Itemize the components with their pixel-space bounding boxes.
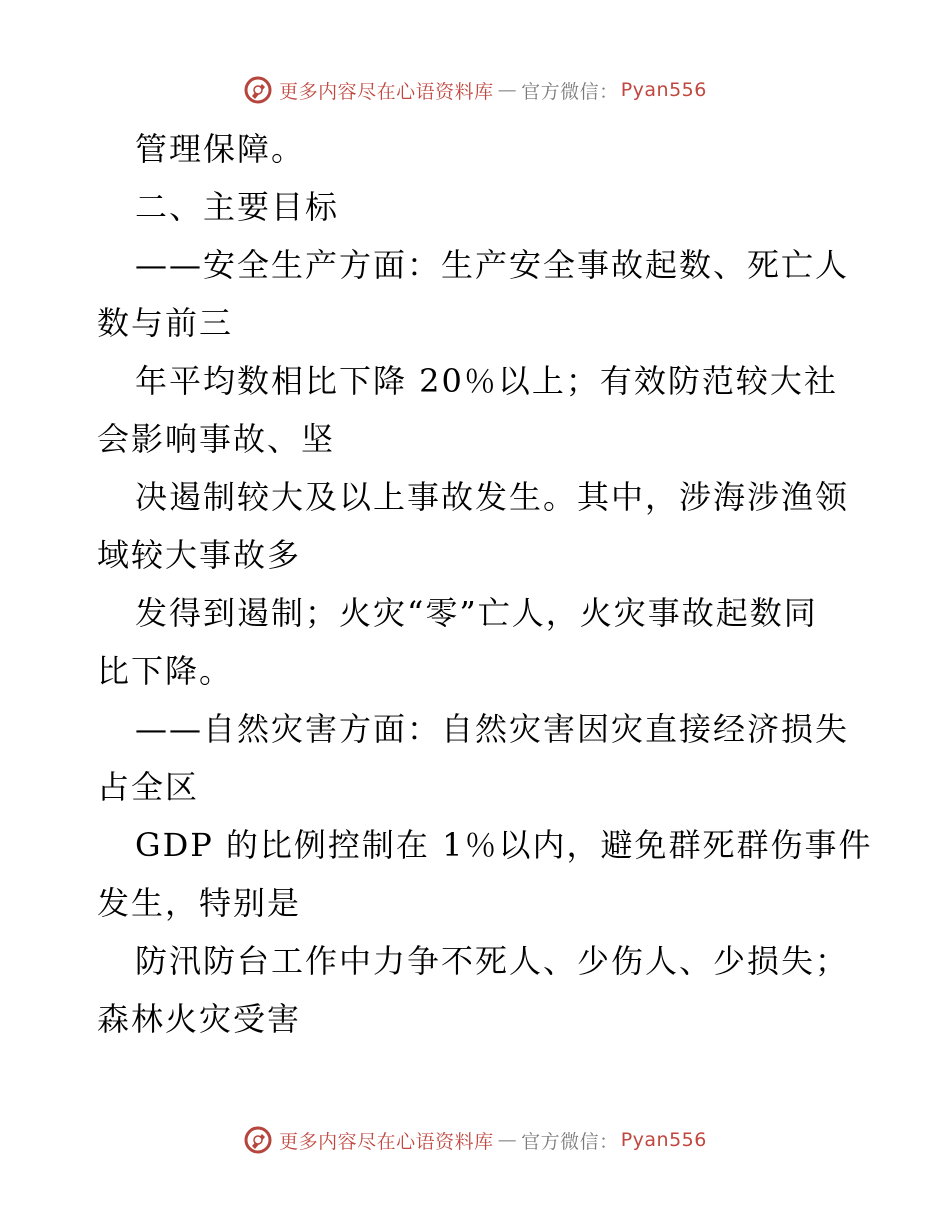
text-line: 决遏制较大及以上事故发生。其中，涉海涉渔领 [135, 478, 850, 516]
section-heading: 二、主要目标 [135, 188, 340, 226]
watermark-label: 官方微信： [521, 1130, 619, 1153]
text-line: 发得到遏制；火灾“零”亡人，火灾事故起数同 [135, 594, 818, 632]
header-watermark [0, 70, 950, 110]
watermark-site: 更多内容尽在心语资料库 [279, 80, 494, 103]
text-line: 会影响事故、坚 [97, 420, 336, 458]
watermark-label: 官方微信： [521, 80, 619, 103]
text-line: ——安全生产方面：生产安全事故起数、死亡人 [135, 246, 850, 284]
text-line: 管理保障。 [135, 130, 306, 168]
watermark-separator: — [497, 1129, 518, 1151]
watermark-site: 更多内容尽在心语资料库 [279, 1130, 494, 1153]
footer-watermark [0, 1120, 950, 1160]
text-line: 域较大事故多 [97, 536, 302, 574]
watermark-id: Pyan556 [620, 1129, 707, 1151]
text-line: 比下降。 [97, 652, 234, 690]
text-line: ——自然灾害方面：自然灾害因灾直接经济损失 [135, 710, 850, 748]
text-line: 年平均数相比下降 20％以上；有效防范较大社 [135, 362, 838, 400]
watermark-id: Pyan556 [620, 79, 707, 101]
text-line: 发生，特别是 [97, 884, 302, 922]
text-line: 森林火灾受害 [97, 1000, 302, 1038]
text-line: 占全区 [97, 768, 200, 806]
pen-logo-icon [243, 75, 273, 105]
text-line: GDP 的比例控制在 1％以内，避免群死群伤事件 [135, 826, 873, 864]
pen-logo-icon [243, 1125, 273, 1155]
document-body [97, 120, 873, 1048]
text-line: 防汛防台工作中力争不死人、少伤人、少损失； [135, 942, 850, 980]
text-line: 数与前三 [97, 304, 234, 342]
watermark-separator: — [497, 79, 518, 101]
